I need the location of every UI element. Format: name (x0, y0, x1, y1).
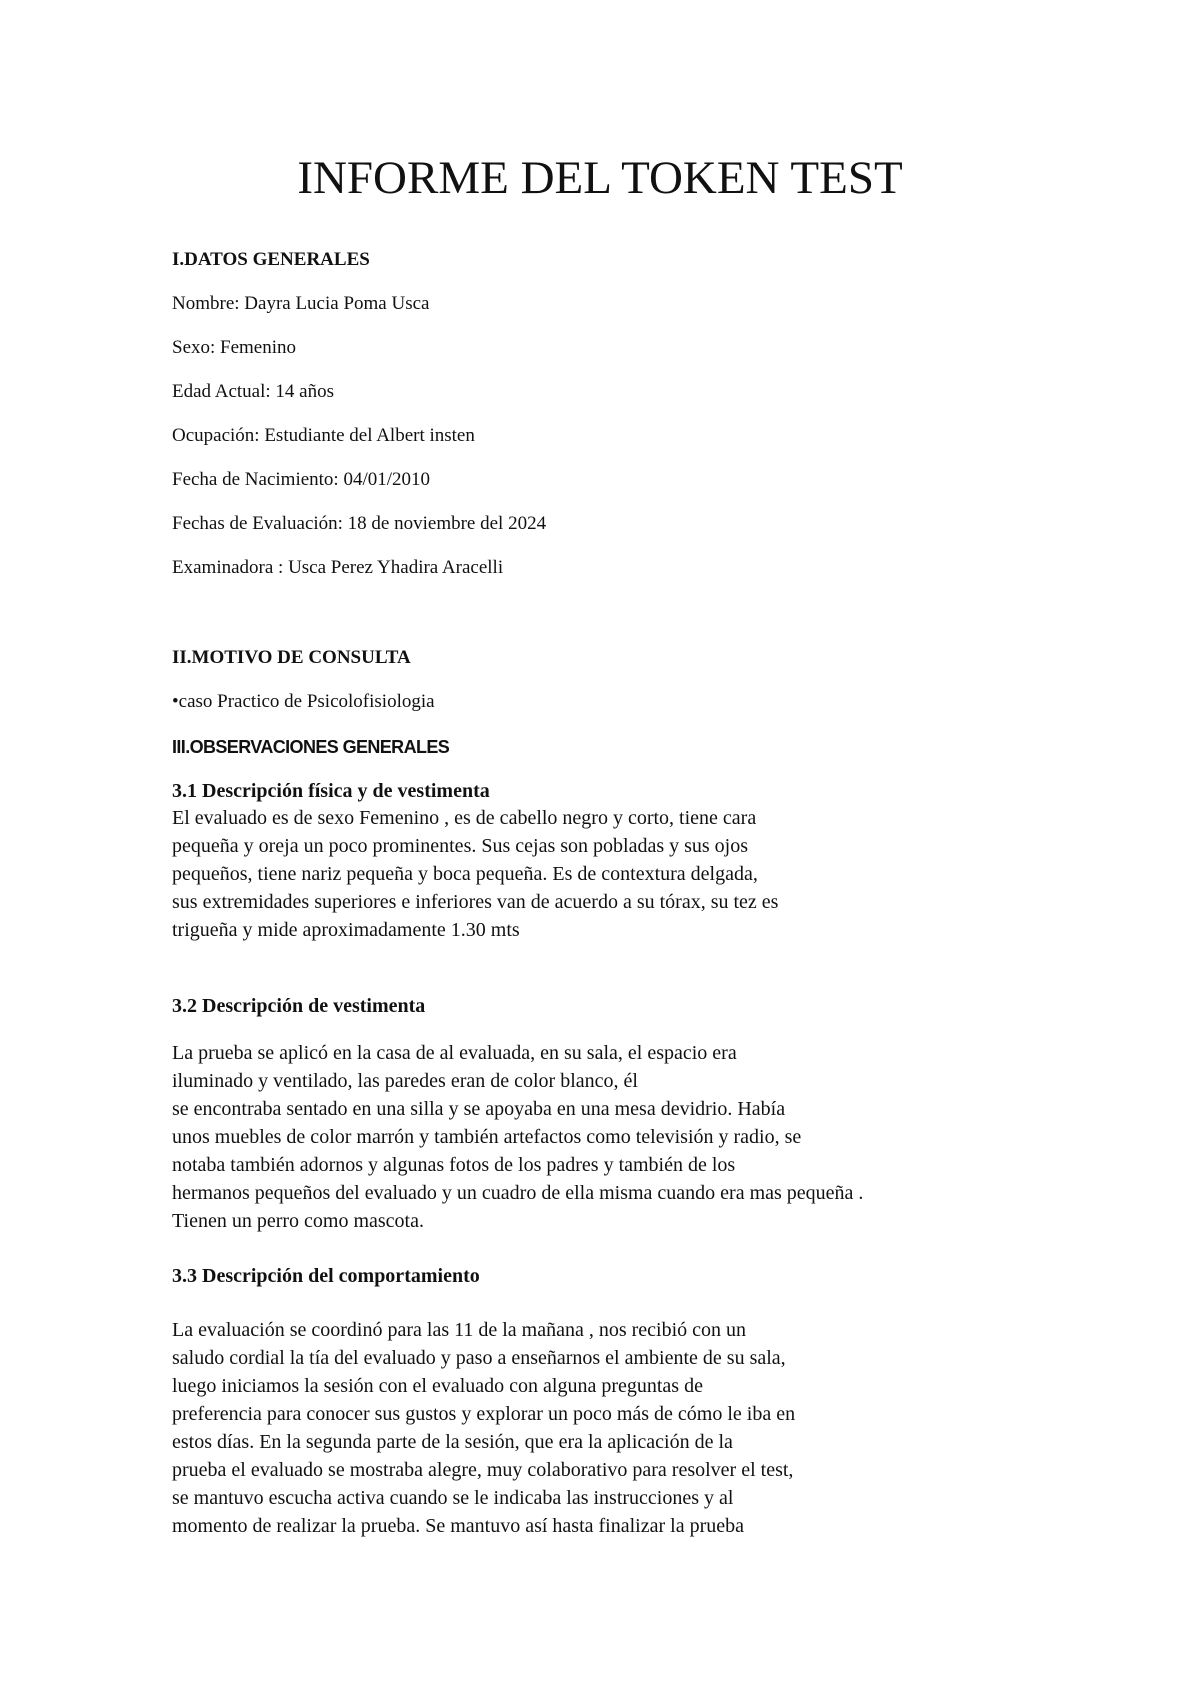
section-heading-observaciones: III.OBSERVACIONES GENERALES (172, 737, 450, 757)
paragraph-comportamiento (172, 1316, 1072, 1540)
paragraph-line: notaba también adornos y algunas fotos de los padres y también de los (172, 1154, 736, 1176)
paragraph-line: momento de realizar la prueba. Se mantuvo así hasta finalizar la prueba (172, 1515, 744, 1537)
section-heading-datos-generales: I.DATOS GENERALES (172, 249, 370, 270)
paragraph-vestimenta (172, 1039, 1072, 1235)
document-title: INFORME DEL TOKEN TEST (297, 152, 903, 204)
paragraph-line: sus extremidades superiores e inferiores van de acuerdo a su tórax, su tez es (172, 891, 779, 913)
paragraph-line: se encontraba sentado en una silla y se apoyaba en una mesa devidrio. Había (172, 1098, 786, 1120)
subsection-heading-descripcion-fisica: 3.1 Descripción física y de vestimenta (172, 780, 490, 802)
paragraph-line: unos muebles de color marrón y también artefactos como televisión y radio, se (172, 1126, 802, 1148)
paragraph-line: saludo cordial la tía del evaluado y paso a enseñarnos el ambiente de su sala, (172, 1347, 786, 1369)
paragraph-line: trigueña y mide aproximadamente 1.30 mts (172, 919, 520, 941)
paragraph-descripcion-fisica (172, 804, 1072, 944)
motivo-item: •caso Practico de Psicolofisiologia (172, 691, 435, 712)
paragraph-line: Tienen un perro como mascota. (172, 1210, 424, 1232)
paragraph-line: se mantuvo escucha activa cuando se le indicaba las instrucciones y al (172, 1487, 734, 1509)
paragraph-line: iluminado y ventilado, las paredes eran de color blanco, él (172, 1070, 638, 1092)
field-fecha-nacimiento: Fecha de Nacimiento: 04/01/2010 (172, 469, 431, 490)
section-heading-motivo-consulta: II.MOTIVO DE CONSULTA (172, 647, 411, 668)
paragraph-line: pequeños, tiene nariz pequeña y boca pequeña. Es de contextura delgada, (172, 863, 758, 885)
paragraph-line: prueba el evaluado se mostraba alegre, muy colaborativo para resolver el test, (172, 1459, 794, 1481)
field-nombre: Nombre: Dayra Lucia Poma Usca (172, 293, 430, 314)
field-sexo: Sexo: Femenino (172, 337, 297, 358)
field-fecha-evaluacion: Fechas de Evaluación: 18 de noviembre del 2024 (172, 513, 547, 534)
paragraph-line: preferencia para conocer sus gustos y explorar un poco más de cómo le iba en (172, 1403, 796, 1425)
field-edad: Edad Actual: 14 años (172, 381, 334, 402)
subsection-heading-vestimenta: 3.2 Descripción de vestimenta (172, 995, 426, 1017)
paragraph-line: luego iniciamos la sesión con el evaluado con alguna preguntas de (172, 1375, 703, 1397)
paragraph-line: El evaluado es de sexo Femenino , es de cabello negro y corto, tiene cara (172, 807, 757, 829)
paragraph-line: hermanos pequeños del evaluado y un cuadro de ella misma cuando era mas pequeña . (172, 1182, 864, 1204)
field-ocupacion: Ocupación: Estudiante del Albert insten (172, 425, 475, 446)
paragraph-line: pequeña y oreja un poco prominentes. Sus cejas son pobladas y sus ojos (172, 835, 749, 857)
paragraph-line: estos días. En la segunda parte de la sesión, que era la aplicación de la (172, 1431, 733, 1453)
field-examinadora: Examinadora : Usca Perez Yhadira Aracelli (172, 557, 504, 578)
paragraph-line: La prueba se aplicó en la casa de al evaluada, en su sala, el espacio era (172, 1042, 737, 1064)
subsection-heading-comportamiento: 3.3 Descripción del comportamiento (172, 1265, 480, 1287)
paragraph-line: La evaluación se coordinó para las 11 de la mañana , nos recibió con un (172, 1319, 747, 1341)
